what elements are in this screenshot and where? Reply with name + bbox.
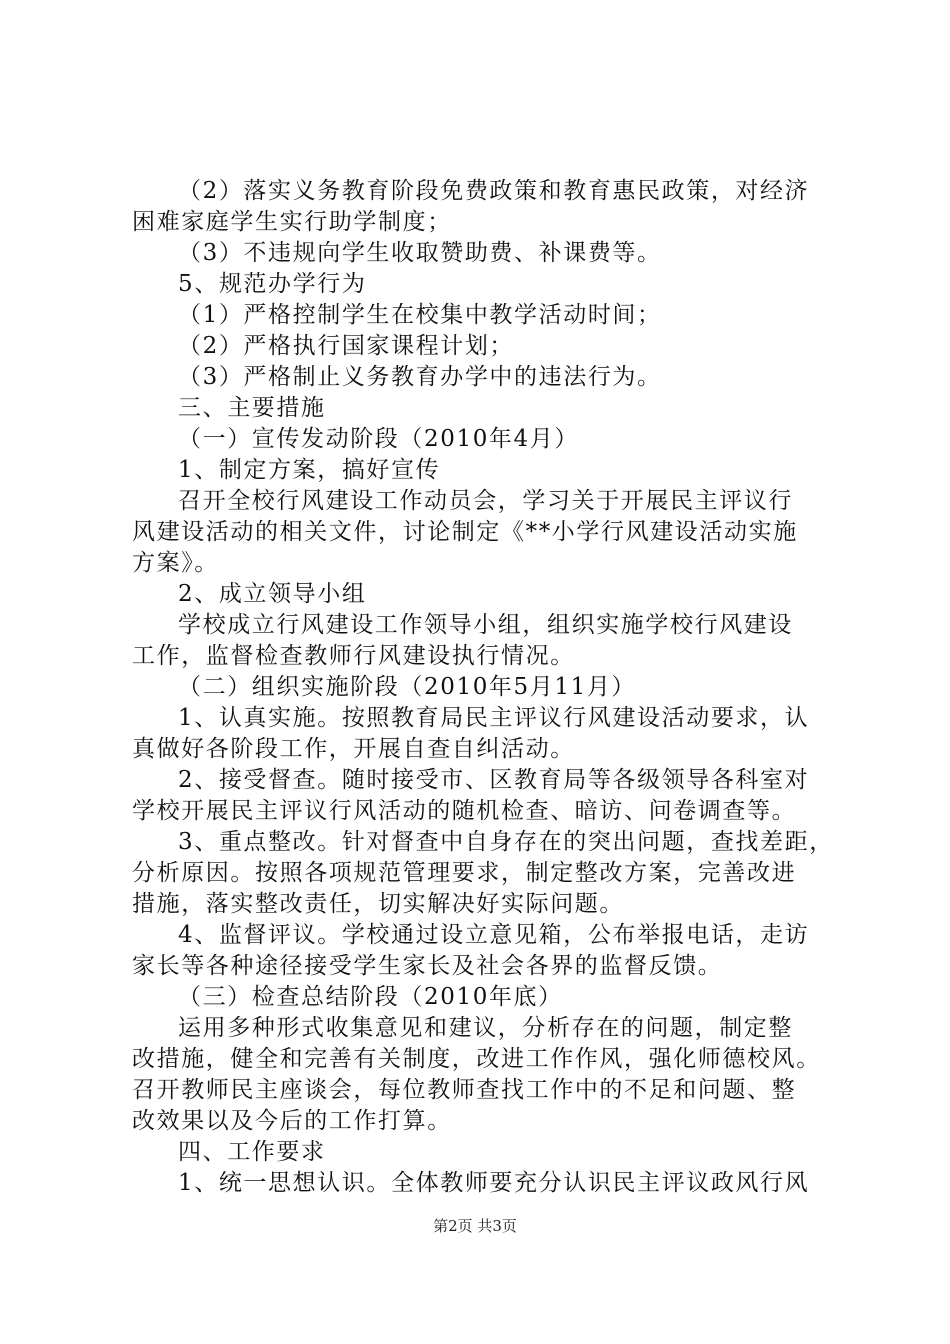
text-line: 家长等各种途径接受学生家长及社会各界的监督反馈。 <box>132 953 723 979</box>
text-line: 1、统一思想认识。全体教师要充分认识民主评议政风行风 <box>178 1170 810 1196</box>
text-line: 运用多种形式收集意见和建议，分析存在的问题，制定整 <box>178 1015 793 1041</box>
text-line: 分析原因。按照各项规范管理要求，制定整改方案，完善改进 <box>132 860 797 886</box>
text-line: 3、重点整改。针对督查中自身存在的突出问题，查找差距， <box>178 829 834 855</box>
text-line: 困难家庭学生实行助学制度； <box>132 209 452 235</box>
text-line: 措施，落实整改责任，切实解决好实际问题。 <box>132 891 624 917</box>
text-line: 4、监督评议。学校通过设立意见箱，公布举报电话，走访 <box>178 922 810 948</box>
text-line: （1）严格控制学生在校集中教学活动时间； <box>178 302 662 328</box>
text-line: 改措施，健全和完善有关制度，改进工作作风，强化师德校风。 <box>132 1046 821 1072</box>
text-line: 方案》。 <box>132 550 219 576</box>
text-line: （3）不违规向学生收取赞助费、补课费等。 <box>178 240 662 266</box>
text-line: 1、制定方案，搞好宣传 <box>178 457 441 483</box>
text-line: （2）落实义务教育阶段免费政策和教育惠民政策，对经济 <box>178 178 810 204</box>
text-line: 2、成立领导小组 <box>178 581 367 607</box>
text-line: 1、认真实施。按照教育局民主评议行风建设活动要求，认 <box>178 705 810 731</box>
text-line: 5、规范办学行为 <box>178 271 367 297</box>
text-line: 召开教师民主座谈会，每位教师查找工作中的不足和问题、整 <box>132 1077 797 1103</box>
text-line: 召开全校行风建设工作动员会，学习关于开展民主评议行 <box>178 488 793 514</box>
text-line: 工作，监督检查教师行风建设执行情况。 <box>132 643 575 669</box>
text-line: 风建设活动的相关文件，讨论制定《**小学行风建设活动实施 <box>132 519 798 545</box>
document-body <box>132 176 842 1199</box>
text-line: 2、接受督查。随时接受市、区教育局等各级领导各科室对 <box>178 767 810 793</box>
text-line: 改效果以及今后的工作打算。 <box>132 1108 452 1134</box>
text-line: 四、工作要求 <box>178 1139 326 1165</box>
text-line: 学校开展民主评议行风活动的随机检查、暗访、问卷调查等。 <box>132 798 797 824</box>
text-line: （一）宣传发动阶段（2010年4月） <box>178 426 579 452</box>
text-line: 三、主要措施 <box>178 395 326 421</box>
text-line: 真做好各阶段工作，开展自查自纠活动。 <box>132 736 575 762</box>
text-line: （2）严格执行国家课程计划； <box>178 333 515 359</box>
text-line: （二）组织实施阶段（2010年5月11月） <box>178 674 637 700</box>
text-line: 学校成立行风建设工作领导小组，组织实施学校行风建设 <box>178 612 793 638</box>
page-footer: 第2页 共3页 <box>433 1217 517 1235</box>
text-line: （三）检查总结阶段（2010年底） <box>178 984 563 1010</box>
text-line: （3）严格制止义务教育办学中的违法行为。 <box>178 364 662 390</box>
